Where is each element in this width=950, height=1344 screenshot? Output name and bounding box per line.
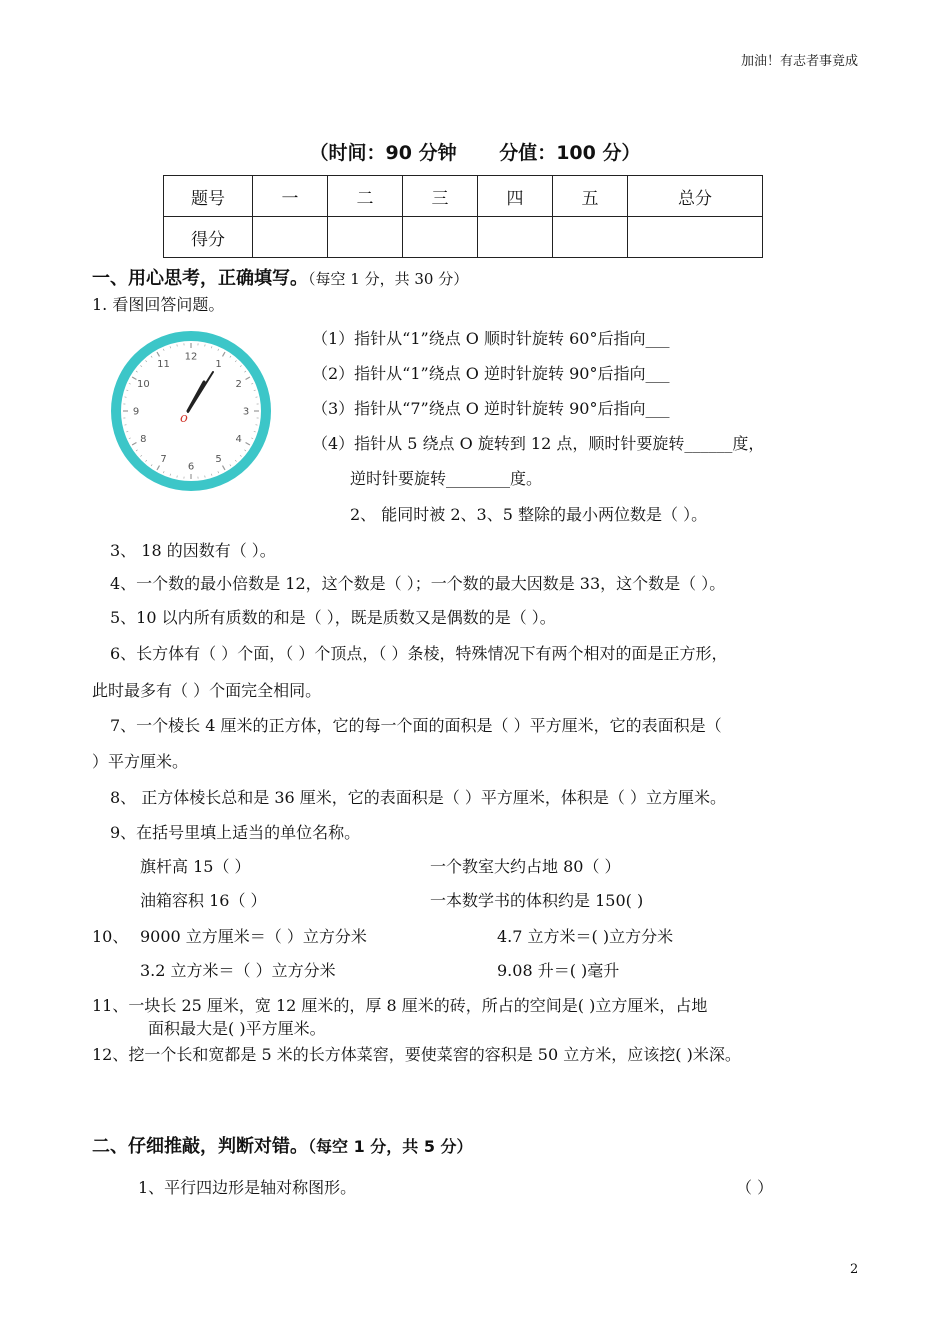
- q1-item-4: （4）指针从 5 绕点 O 旋转到 12 点，顺时针要旋转______度，: [312, 434, 765, 453]
- clock-number: 6: [187, 461, 195, 473]
- s2-q1: 1、平行四边形是轴对称图形。: [138, 1178, 357, 1197]
- clock-number: 4: [235, 434, 242, 445]
- clock-number: 11: [157, 358, 170, 370]
- q1-item-3: （3）指针从“7”绕点 O 逆时针旋转 90°后指向___: [312, 399, 670, 418]
- clock-number: 5: [215, 454, 222, 466]
- q9-item-1: 旗杆高 15（ ）: [140, 857, 251, 876]
- score-table-score-row: [164, 217, 763, 258]
- score-cell: 总分: [628, 176, 763, 217]
- q10-item-4: 9.08 升＝( )毫升: [497, 961, 620, 980]
- q6-line-2: 此时最多有（ ）个面完全相同。: [92, 681, 322, 700]
- q10-label: 10、: [92, 927, 129, 946]
- exam-time: （时间：90 分钟: [309, 142, 457, 164]
- score-table-header-row: [164, 176, 763, 217]
- q1-item-2: （2）指针从“1”绕点 O 逆时针旋转 90°后指向___: [312, 364, 670, 383]
- score-blank[interactable]: [553, 217, 628, 258]
- q9-item-3: 油箱容积 16（ ）: [140, 891, 267, 910]
- q7-line-1: 7、一个棱长 4 厘米的正方体，它的每一个面的面积是（ ）平方厘米，它的表面积是（: [110, 716, 722, 735]
- score-blank[interactable]: [403, 217, 478, 258]
- clock-number: 3: [242, 406, 250, 418]
- q12: 12、挖一个长和宽都是 5 米的长方体菜窖，要使菜窖的容积是 50 立方米，应该挖( )米深。: [92, 1045, 741, 1064]
- q9: 9、在括号里填上适当的单位名称。: [110, 823, 361, 842]
- s2-q1-answer[interactable]: （ ）: [736, 1178, 774, 1197]
- clock-number: 1: [215, 358, 222, 370]
- q1-intro: 1. 看图回答问题。: [92, 295, 225, 314]
- q10-item-1: 9000 立方厘米＝（ ）立方分米: [140, 927, 367, 946]
- score-cell: 四: [478, 176, 553, 217]
- q6-line-1: 6、长方体有（ ）个面，（ ）个顶点，（ ）条棱，特殊情况下有两个相对的面是正方形，: [110, 644, 728, 663]
- q11-line-2: 面积最大是( )平方厘米。: [148, 1019, 326, 1038]
- score-cell: 二: [328, 176, 403, 217]
- exam-title: [0, 138, 950, 165]
- score-blank[interactable]: [253, 217, 328, 258]
- score-blank[interactable]: [478, 217, 553, 258]
- q10-item-3: 3.2 立方米＝（ ）立方分米: [140, 961, 336, 980]
- clock-number: 10: [137, 379, 150, 390]
- q7-line-2: ）平方厘米。: [92, 752, 189, 771]
- clock-number: 9: [132, 406, 140, 418]
- score-table: [163, 175, 763, 258]
- section1-title: 一、用心思考，正确填写。: [92, 268, 308, 289]
- q8: 8、 正方体棱长总和是 36 厘米，它的表面积是（ ）平方厘米，体积是（ ）立方厘米。: [110, 788, 726, 807]
- score-cell: 三: [403, 176, 478, 217]
- section2-note: （每空 1 分，共 5 分）: [308, 1137, 473, 1156]
- section1-heading: [92, 264, 468, 290]
- clock-center-label: o: [180, 411, 188, 426]
- score-blank[interactable]: [328, 217, 403, 258]
- q1-item-1: （1）指针从“1”绕点 O 顺时针旋转 60°后指向___: [312, 329, 670, 348]
- exam-score: 分值：100 分）: [499, 142, 641, 164]
- score-cell: 五: [553, 176, 628, 217]
- q3: 3、 18 的因数有（ ）。: [110, 541, 276, 560]
- q1-item-5: 逆时针要旋转________度。: [350, 469, 543, 488]
- clock-number: 2: [235, 379, 242, 390]
- clock-number: 7: [160, 454, 167, 466]
- clock-number: 8: [140, 434, 147, 445]
- q5: 5、10 以内所有质数的和是（ ），既是质数又是偶数的是（ ）。: [110, 608, 556, 627]
- q4: 4、一个数的最小倍数是 12，这个数是（ ）；一个数的最大因数是 33，这个数是（ ）。: [110, 574, 726, 593]
- page-number: 2: [850, 1262, 859, 1277]
- clock-figure: [108, 328, 274, 494]
- score-cell: 题号: [164, 176, 253, 217]
- clock-number: 12: [184, 351, 198, 363]
- section2-heading: [92, 1132, 473, 1158]
- q9-item-4: 一本数学书的体积约是 150( ): [430, 891, 644, 910]
- q10-item-2: 4.7 立方米＝( )立方分米: [497, 927, 674, 946]
- section1-note: （每空 1 分，共 30 分）: [308, 270, 469, 288]
- q11-line-1: 11、一块长 25 厘米，宽 12 厘米的，厚 8 厘米的砖，所占的空间是( )立方厘米，占地: [92, 996, 708, 1015]
- section2-title: 二、仔细推敲，判断对错。: [92, 1136, 308, 1157]
- q2: 2、 能同时被 2、3、5 整除的最小两位数是（ ）。: [350, 505, 708, 524]
- q9-item-2: 一个教室大约占地 80（ ）: [430, 857, 621, 876]
- score-cell: 得分: [164, 217, 253, 258]
- score-cell: 一: [253, 176, 328, 217]
- header-motto: 加油！有志者事竟成: [740, 54, 858, 69]
- score-blank[interactable]: [628, 217, 763, 258]
